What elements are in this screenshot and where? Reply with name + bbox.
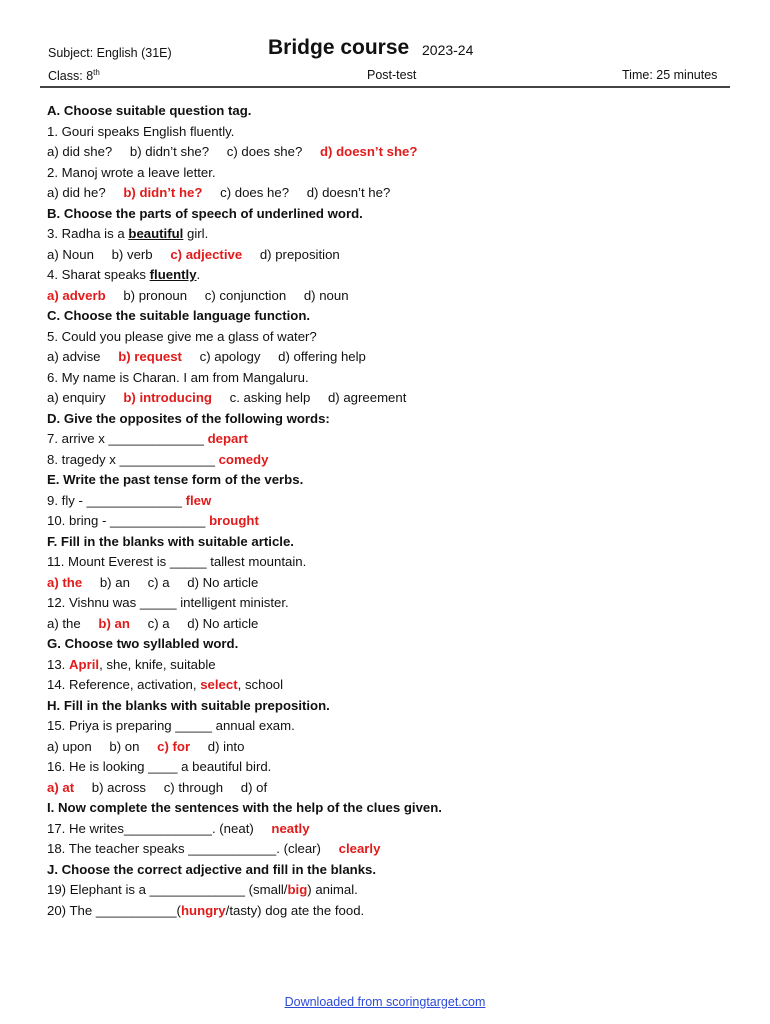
option: a) advise — [47, 349, 101, 364]
answer: April — [69, 656, 100, 672]
section-heading: B. Choose the parts of speech of underlined word. — [47, 205, 363, 221]
answer: c) adjective — [170, 246, 243, 262]
subject-label: Subject: English (31E) — [48, 46, 172, 60]
answer: flew — [185, 492, 212, 508]
options-row — [47, 142, 737, 163]
question: 5. Could you please give me a glass of water? — [47, 328, 317, 344]
option: d) agreement — [327, 390, 407, 405]
options-row — [47, 778, 737, 799]
section-heading: G. Choose two syllabled word. — [47, 636, 239, 651]
academic-year: 2023-24 — [422, 42, 474, 58]
option: a) upon — [47, 738, 92, 754]
answer: select — [200, 677, 238, 692]
answer: b) an — [98, 615, 130, 631]
section-heading: F. Fill in the blanks with suitable article. — [47, 533, 294, 549]
answer: clearly — [338, 841, 381, 856]
options-row — [47, 737, 737, 758]
option: a) Noun — [47, 246, 94, 262]
answer: neatly — [271, 820, 310, 836]
answer: a) at — [47, 779, 75, 795]
answer: big — [287, 882, 308, 897]
question: 17. He writes____________. (neat) neatly — [47, 820, 310, 836]
answer: brought — [209, 513, 259, 528]
question: 18. The teacher speaks ____________. (clear) clearly — [47, 841, 381, 856]
question: 20) The ___________(hungry/tasty) dog ate the food. — [47, 902, 365, 918]
option: a) did he? — [47, 185, 106, 200]
question: 2. Manoj wrote a leave letter. — [47, 164, 216, 180]
options-row — [47, 388, 737, 409]
option: c) a — [147, 615, 170, 631]
option: a) did she? — [47, 144, 113, 159]
question: 15. Priya is preparing _____ annual exam. — [47, 718, 295, 733]
option: b) an — [99, 574, 130, 590]
answer: hungry — [180, 902, 226, 918]
options-row — [47, 347, 737, 368]
time-label: Time: 25 minutes — [622, 68, 718, 82]
option: c. asking help — [229, 390, 311, 405]
section-heading: I. Now complete the sentences with the help of the clues given. — [47, 800, 442, 815]
options-row — [47, 286, 737, 307]
page-title: Bridge course — [268, 36, 410, 59]
question: 10. bring - _____________ brought — [47, 513, 259, 528]
question: 14. Reference, activation, select, school — [47, 677, 284, 692]
option: d) doesn’t he? — [306, 185, 391, 200]
answer: d) doesn’t she? — [319, 144, 418, 159]
option: b) pronoun — [123, 287, 188, 303]
answer: comedy — [218, 451, 269, 467]
section-heading: C. Choose the suitable language function. — [47, 308, 311, 323]
option: d) into — [207, 738, 245, 754]
answer: b) introducing — [123, 390, 212, 405]
options-row — [47, 614, 737, 635]
question: 12. Vishnu was _____ intelligent minister. — [47, 595, 289, 610]
option: d) noun — [303, 287, 349, 303]
question: 13. April, she, knife, suitable — [47, 656, 216, 672]
question: 19) Elephant is a _____________ (small/big) animal. — [47, 882, 358, 897]
option: c) through — [163, 779, 224, 795]
option: c) does he? — [220, 185, 290, 200]
option: b) didn’t she? — [129, 144, 210, 159]
question: 4. Sharat speaks fluently. — [47, 267, 201, 282]
test-type: Post-test — [367, 68, 417, 82]
option: c) a — [147, 574, 170, 590]
question: 1. Gouri speaks English fluently. — [47, 123, 235, 139]
option: a) enquiry — [47, 390, 106, 405]
section-heading: H. Fill in the blanks with suitable preposition. — [47, 697, 330, 713]
options-row — [47, 573, 737, 594]
option: c) does she? — [226, 144, 303, 159]
options-row — [47, 183, 737, 204]
option: d) No article — [187, 615, 259, 631]
underlined-word: beautiful — [128, 226, 184, 241]
option: a) the — [47, 615, 81, 631]
question: 6. My name is Charan. I am from Mangaluru. — [47, 369, 309, 385]
download-source-link[interactable]: Downloaded from scoringtarget.com — [284, 995, 486, 1009]
question: 16. He is looking ____ a beautiful bird. — [47, 759, 272, 774]
question: 7. arrive x _____________ depart — [47, 431, 248, 446]
answer: c) for — [157, 738, 191, 754]
option: d) of — [240, 779, 268, 795]
page-footer — [0, 995, 770, 1009]
header-divider — [40, 86, 730, 88]
question: 11. Mount Everest is _____ tallest mountain. — [47, 554, 307, 569]
answer: b) didn’t he? — [123, 185, 203, 200]
section-heading: A. Choose suitable question tag. — [47, 103, 252, 118]
option: c) apology — [199, 349, 261, 364]
option: b) on — [109, 738, 140, 754]
underlined-word: fluently — [149, 267, 197, 282]
question: 9. fly - _____________ flew — [47, 492, 212, 508]
option: b) verb — [111, 246, 153, 262]
option: d) offering help — [278, 349, 366, 364]
section-heading: J. Choose the correct adjective and fill in the blanks. — [47, 861, 377, 877]
answer: b) request — [118, 349, 182, 364]
section-heading: D. Give the opposites of the following words: — [47, 410, 330, 426]
class-label: Class: 8th — [48, 68, 100, 84]
option: d) preposition — [259, 246, 340, 262]
option: c) conjunction — [204, 287, 287, 303]
option: d) No article — [187, 574, 259, 590]
option: b) across — [91, 779, 147, 795]
options-row — [47, 245, 737, 266]
question-sheet — [47, 101, 737, 921]
question: 3. Radha is a beautiful girl. — [47, 226, 209, 241]
answer: depart — [207, 431, 248, 446]
question: 8. tragedy x _____________ comedy — [47, 451, 269, 467]
answer: a) adverb — [47, 287, 106, 303]
section-heading: E. Write the past tense form of the verbs. — [47, 472, 304, 487]
answer: a) the — [47, 574, 83, 590]
